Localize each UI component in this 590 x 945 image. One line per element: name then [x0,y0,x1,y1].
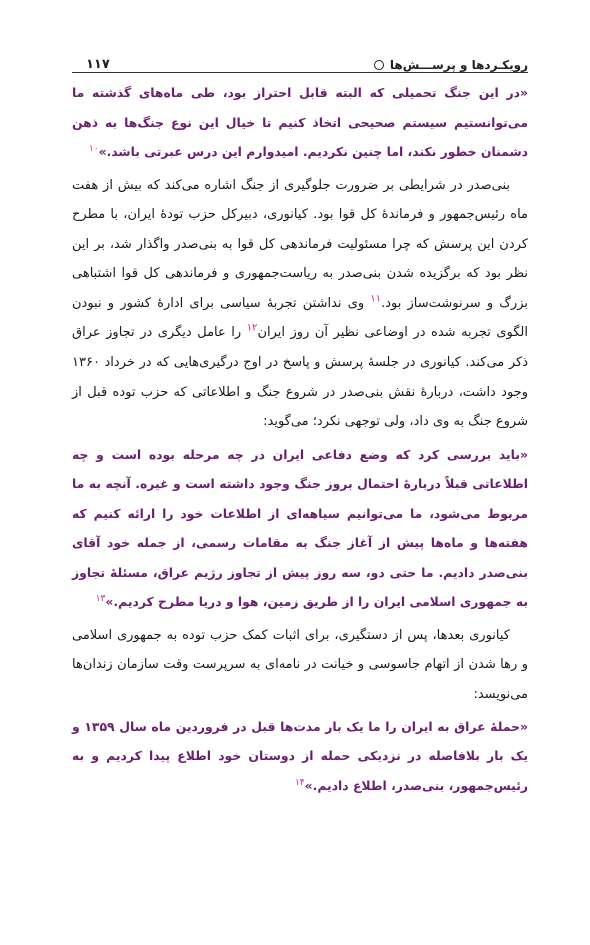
footnote-marker[interactable]: ۱۴ [294,777,305,788]
footnote-marker[interactable]: ۱۳ [95,594,106,605]
quote-block [72,712,528,801]
paragraph-text: را عامل دیگری در تجاوز عراق ذکر می‌کند. کیانوری در جلسهٔ پرسش و پاسخ در اوج درگیری‌هایی که در خرداد ۱۳۶۰ وجود داشت، دربارهٔ نقش بنی‌صدر در شروع جنگ و اطلاعاتی که حزب توده قبل از شروع جنگ به وی داد، ولی توجهی نکرد؛ می‌گوید: [72,325,528,430]
paragraph-text: وی نداشتن تجربهٔ سیاسی برای ادارهٔ کشور و نبودن الگوی تجربه شده در اوضاعی نظیر آن روز ایران [72,295,528,341]
page-number: ۱۱۷ [86,57,110,72]
footnote-marker[interactable]: ۱۱ [370,293,382,305]
paragraph-text: کیانوری بعدها، پس از دستگیری، برای اثبات کمک حزب توده به جمهوری اسلامی و رها شدن از اتهام جاسوسی و خیانت در نامه‌ای به سرپرست وقت سازمان زندان‌ها می‌نویسد: [72,627,528,703]
running-head [374,58,528,72]
quote-block [72,440,528,617]
footnote-marker[interactable]: ۱۰ [88,143,99,154]
header-divider [72,72,528,73]
body-paragraph [72,621,528,710]
body-paragraph [72,171,528,437]
paragraph-text: بنی‌صدر در شرایطی بر ضرورت جلوگیری از جنگ اشاره می‌کند که بیش از هفت ماه رئیس‌جمهور و فرماندهٔ کل قوا بود. کیانوری، دبیرکل حزب تودهٔ ایران، با مطرح کردن این پرسش که چرا مسئولیت فرماندهی کل قوا به بنی‌صدر واگذار شد، بر این نظر بود که برگزیده شدن بنی‌صدر به ریاست‌جمهوری و فرماندهی کل قوا اشتباهی بزرگ و سرنوشت‌ساز بود. [72,177,529,311]
page-header [72,50,528,72]
circle-icon [374,60,384,70]
running-head-title: رویکـردها و پرســـش‌ها [389,58,528,72]
quote-text: «در این جنگ تحمیلی که البته قابل احتراز بود، طی ماه‌های گذشته ما می‌توانستیم سیستم صحیحی اتخاذ کنیم تا خیال این نوع جنگ‌ها به ذهن دشمنان خطور نکند، اما چنین نکردیم. امیدوارم این درس عبرتی باشد.» [72,85,528,159]
quote-text: «حملهٔ عراق به ایران را ما یک بار مدت‌ها قبل در فروردین ماه سال ۱۳۵۹ و یک بار بلافاصله در نزدیکی حمله از دوستان خود اطلاع پیدا کردیم و به رئیس‌جمهور، بنی‌صدر، اطلاع دادیم.» [72,718,528,793]
page-body [72,78,528,800]
quote-text: «باید بررسی کرد که وضع دفاعی ایران در چه مرحله بوده است و چه اطلاعاتی قبلاً دربارهٔ احتمال بروز جنگ وجود داشته است و غیره. آنچه به ما مربوط می‌شود، ما می‌توانیم سیاهه‌ای از اطلاعات خود را ارائه کنیم که هفته‌ها و ماه‌ها پیش از آغاز جنگ به مقامات رسمی، از جمله خود آقای بنی‌صدر دادیم. ما حتی دو، سه روز پیش از تجاوز رژیم عراق، مسئلهٔ تجاوز به جمهوری اسلامی ایران را از طریق زمین، هوا و دریا مطرح کردیم.» [72,446,528,610]
quote-block [72,78,528,167]
footnote-marker[interactable]: ۱۲ [246,323,258,335]
